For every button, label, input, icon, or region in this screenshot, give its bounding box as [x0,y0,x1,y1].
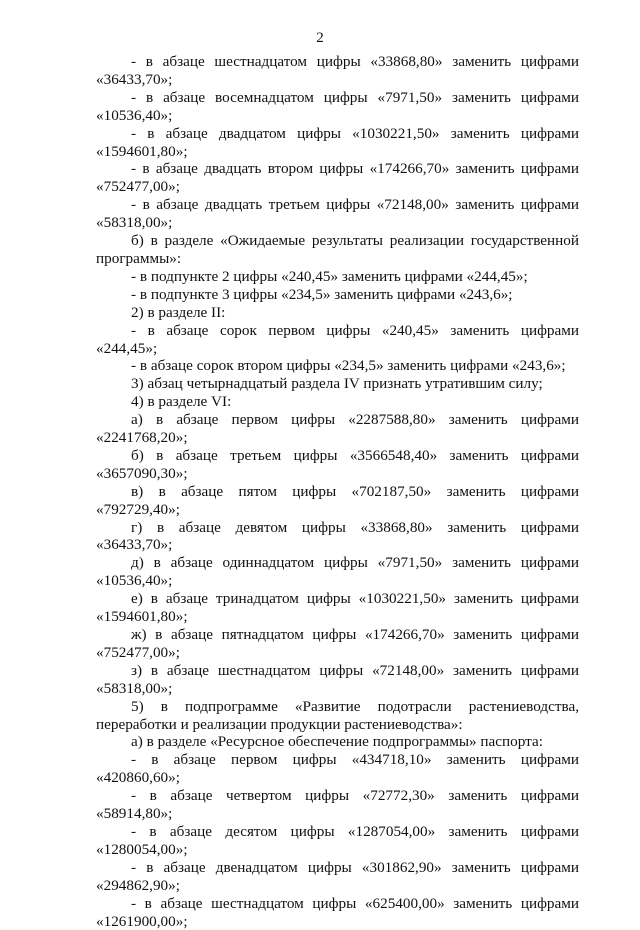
paragraph: - в абзаце двенадцатом цифры «301862,90» заменить цифрами «294862,90»; [96,858,579,894]
paragraph: е) в абзаце тринадцатом цифры «1030221,50» заменить цифрами «1594601,80»; [96,590,579,626]
paragraph: - в абзаце восемнадцатом цифры «7971,50» заменить цифрами «10536,40»; [96,88,579,124]
paragraph: в) в абзаце пятом цифры «702187,50» заменить цифрами «792729,40»; [96,482,579,518]
paragraph: - в абзаце сорок первом цифры «240,45» заменить цифрами «244,45»; [96,321,579,357]
paragraph: - в абзаце двадцать втором цифры «174266,70» заменить цифрами «752477,00»; [96,160,579,196]
paragraph: - в абзаце двадцатом цифры «1030221,50» заменить цифрами «1594601,80»; [96,124,579,160]
paragraph: а) в абзаце первом цифры «2287588,80» заменить цифрами «2241768,20»; [96,411,579,447]
paragraph: - в абзаце четвертом цифры «72772,30» заменить цифрами «58914,80»; [96,787,579,823]
paragraph: - в абзаце сорок втором цифры «234,5» заменить цифрами «243,6»; [131,357,566,375]
paragraph: з) в абзаце шестнадцатом цифры «72148,00» заменить цифрами «58318,00»; [96,661,579,697]
paragraph: а) в разделе «Ресурсное обеспечение подпрограммы» паспорта: [131,733,543,751]
paragraph: 2) в разделе II: [131,303,226,321]
paragraph: б) в разделе «Ожидаемые результаты реализации государственной программы»: [96,232,579,267]
page-number: 2 [316,30,324,46]
paragraph: 4) в разделе VI: [131,393,232,411]
paragraph: ж) в абзаце пятнадцатом цифры «174266,70» заменить цифрами «752477,00»; [96,626,579,661]
paragraph: - в абзаце шестнадцатом цифры «33868,80» заменить цифрами «36433,70»; [96,53,579,88]
paragraph: - в абзаце десятом цифры «1287054,00» заменить цифрами «1280054,00»; [96,822,579,858]
paragraph: д) в абзаце одиннадцатом цифры «7971,50» заменить цифрами «10536,40»; [96,554,579,590]
paragraph: б) в абзаце третьем цифры «3566548,40» заменить цифрами «3657090,30»; [96,446,579,482]
paragraph: - в абзаце шестнадцатом цифры «625400,00» заменить цифрами «1261900,00»; [96,894,579,930]
paragraph: г) в абзаце девятом цифры «33868,80» заменить цифрами «36433,70»; [96,518,579,554]
paragraph: - в абзаце двадцать третьем цифры «72148,00» заменить цифрами «58318,00»; [96,196,579,232]
document-body [96,53,579,930]
paragraph: - в подпункте 3 цифры «234,5» заменить цифрами «243,6»; [131,285,513,303]
paragraph: - в абзаце первом цифры «434718,10» заменить цифрами «420860,60»; [96,751,579,787]
paragraph: - в подпункте 2 цифры «240,45» заменить цифрами «244,45»; [131,267,528,285]
paragraph: 3) абзац четырнадцатый раздела IV признать утратившим силу; [131,375,543,393]
paragraph: 5) в подпрограмме «Развитие подотрасли растениеводства, переработки и реализации продукции растениеводства»: [96,697,579,733]
